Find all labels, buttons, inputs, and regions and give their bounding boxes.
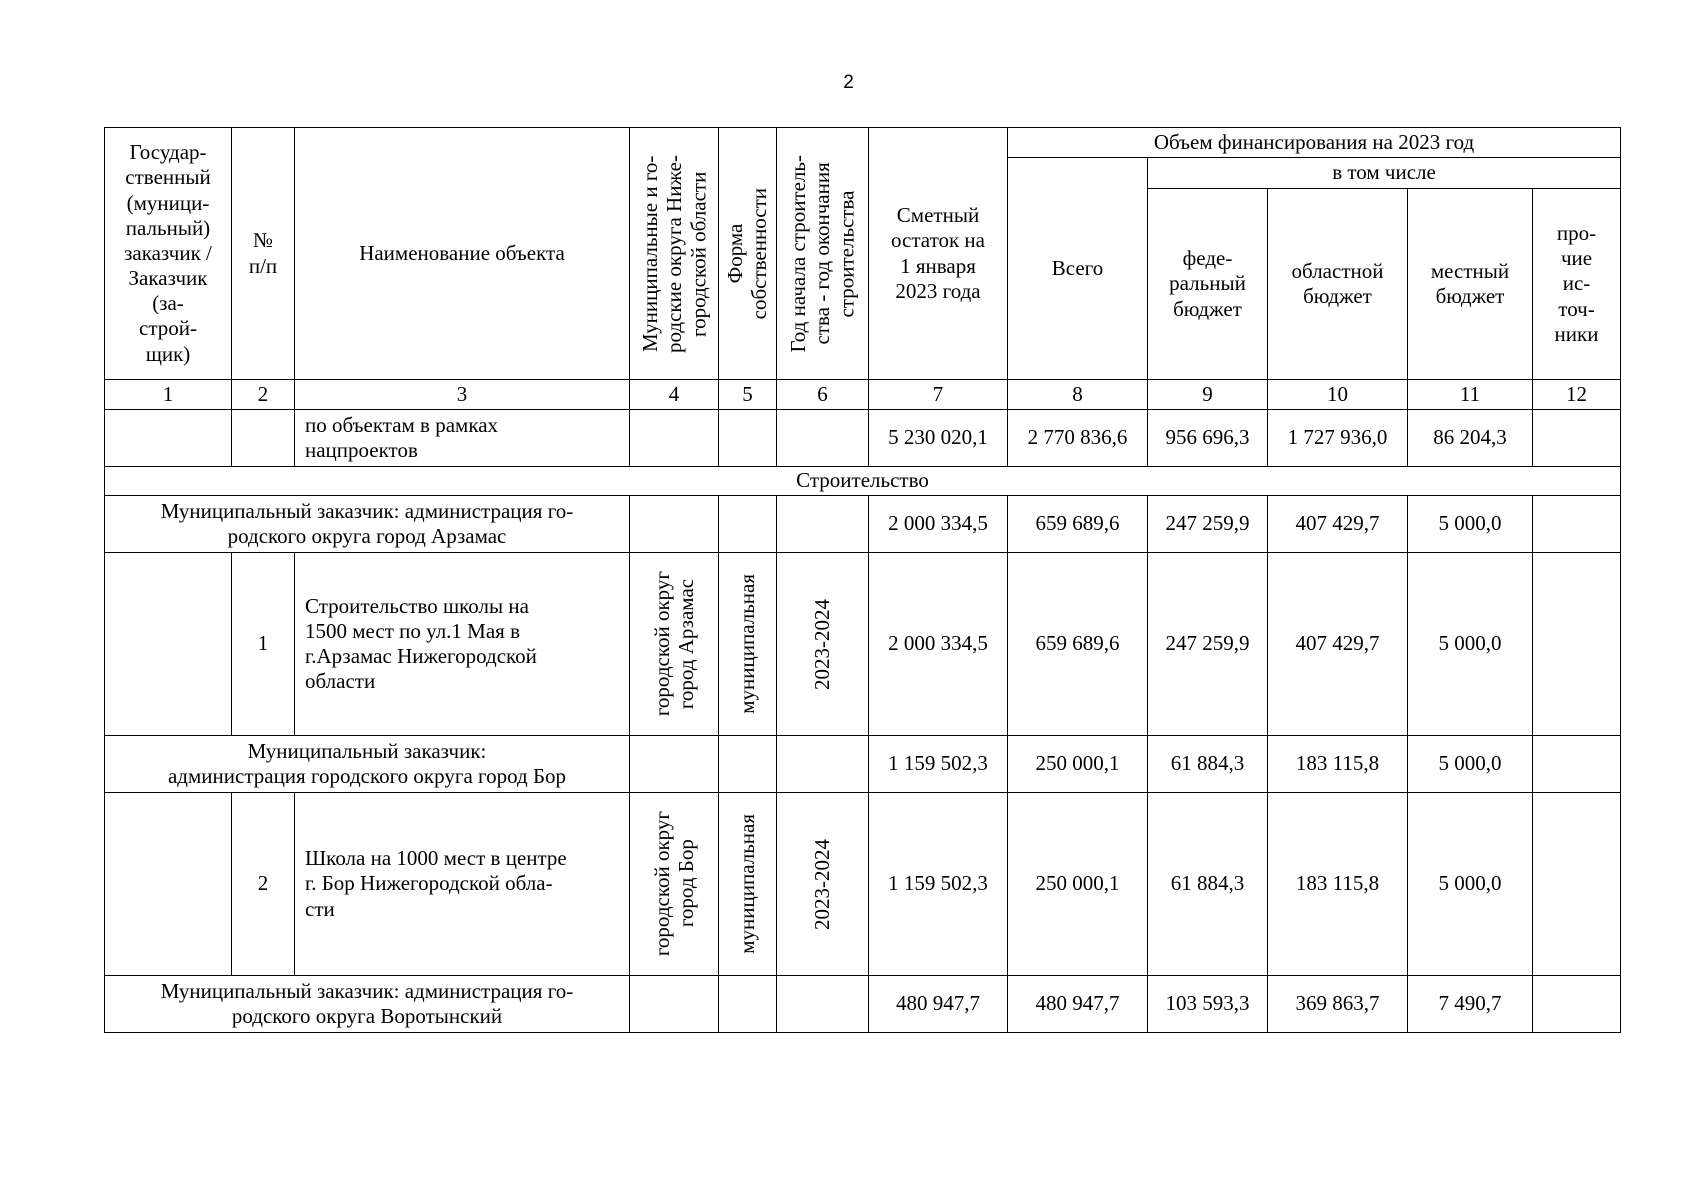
bor-object-other <box>1533 793 1621 976</box>
natproj-local: 86 204,3 <box>1408 410 1533 467</box>
header-including: в том числе <box>1148 158 1621 189</box>
bor-customer-local: 5 000,0 <box>1408 736 1533 793</box>
col-number: 8 <box>1008 380 1148 410</box>
vorotynsky-customer-label: Муниципальный заказчик: администрация го- родского округа Воротынский <box>105 976 630 1033</box>
bor-customer-federal: 61 884,3 <box>1148 736 1268 793</box>
natproj-federal: 956 696,3 <box>1148 410 1268 467</box>
empty-cell <box>105 410 232 467</box>
vorotynsky-customer-other <box>1533 976 1621 1033</box>
empty-cell <box>777 410 869 467</box>
arzamas-object-num: 1 <box>232 553 295 736</box>
arzamas-customer-local: 5 000,0 <box>1408 496 1533 553</box>
col-number: 3 <box>295 380 630 410</box>
header-other: про- чие ис- точ- ники <box>1533 189 1621 380</box>
arzamas-object-ownership-cell <box>719 553 777 736</box>
header-years-cell <box>777 128 869 380</box>
bor-object-municipality: городской округ город Бор <box>649 811 698 957</box>
header-municipality-cell <box>630 128 719 380</box>
col-number: 12 <box>1533 380 1621 410</box>
table-row-bor-customer <box>105 736 1621 793</box>
bor-object-total: 250 000,1 <box>1008 793 1148 976</box>
table-row-vorotynsky-customer <box>105 976 1621 1033</box>
bor-object-federal: 61 884,3 <box>1148 793 1268 976</box>
table-row-arzamas-customer <box>105 496 1621 553</box>
header-federal: феде- ральный бюджет <box>1148 189 1268 380</box>
arzamas-customer-regional: 407 429,7 <box>1268 496 1408 553</box>
header-regional: областной бюджет <box>1268 189 1408 380</box>
natproj-label: по объектам в рамках нацпроектов <box>295 410 630 467</box>
bor-customer-label: Муниципальный заказчик: администрация городского округа город Бор <box>105 736 630 793</box>
col-number: 7 <box>869 380 1008 410</box>
bor-object-num: 2 <box>232 793 295 976</box>
table-row-bor-object <box>105 793 1621 976</box>
natproj-estimate: 5 230 020,1 <box>869 410 1008 467</box>
header-ownership: Форма собственности <box>723 187 772 320</box>
col-number: 1 <box>105 380 232 410</box>
header-name: Наименование объекта <box>295 128 630 380</box>
arzamas-object-name: Строительство школы на 1500 мест по ул.1 Мая в г.Арзамас Нижегородской области <box>295 553 630 736</box>
financing-table <box>104 127 1621 1033</box>
arzamas-object-municipality: городской округ город Арзамас <box>649 571 698 717</box>
col-number: 4 <box>630 380 719 410</box>
table-row-natproj <box>105 410 1621 467</box>
natproj-total: 2 770 836,6 <box>1008 410 1148 467</box>
bor-object-municipality-cell <box>630 793 719 976</box>
arzamas-customer-federal: 247 259,9 <box>1148 496 1268 553</box>
bor-object-years-cell <box>777 793 869 976</box>
empty-cell <box>630 496 719 553</box>
arzamas-object-regional: 407 429,7 <box>1268 553 1408 736</box>
empty-cell <box>777 496 869 553</box>
empty-cell <box>719 496 777 553</box>
col-number: 6 <box>777 380 869 410</box>
arzamas-object-years-cell <box>777 553 869 736</box>
empty-cell <box>630 736 719 793</box>
vorotynsky-customer-regional: 369 863,7 <box>1268 976 1408 1033</box>
arzamas-object-total: 659 689,6 <box>1008 553 1148 736</box>
empty-cell <box>105 553 232 736</box>
bor-object-regional: 183 115,8 <box>1268 793 1408 976</box>
bor-object-years: 2023-2024 <box>810 838 835 930</box>
header-local: местный бюджет <box>1408 189 1533 380</box>
bor-customer-regional: 183 115,8 <box>1268 736 1408 793</box>
bor-customer-total: 250 000,1 <box>1008 736 1148 793</box>
empty-cell <box>630 410 719 467</box>
header-years: Год начала строитель- ства - год окончания строительства <box>786 154 859 353</box>
arzamas-customer-other <box>1533 496 1621 553</box>
header-num: № п/п <box>232 128 295 380</box>
empty-cell <box>719 976 777 1033</box>
natproj-regional: 1 727 936,0 <box>1268 410 1408 467</box>
table-row-arzamas-object <box>105 553 1621 736</box>
bor-object-ownership-cell <box>719 793 777 976</box>
vorotynsky-customer-total: 480 947,7 <box>1008 976 1148 1033</box>
header-ownership-cell <box>719 128 777 380</box>
arzamas-customer-total: 659 689,6 <box>1008 496 1148 553</box>
col-number: 9 <box>1148 380 1268 410</box>
empty-cell <box>719 736 777 793</box>
vorotynsky-customer-estimate: 480 947,7 <box>869 976 1008 1033</box>
arzamas-object-local: 5 000,0 <box>1408 553 1533 736</box>
bor-object-estimate: 1 159 502,3 <box>869 793 1008 976</box>
col-number: 11 <box>1408 380 1533 410</box>
header-total: Всего <box>1008 158 1148 380</box>
arzamas-object-ownership: муниципальная <box>735 574 760 714</box>
arzamas-object-other <box>1533 553 1621 736</box>
bor-customer-estimate: 1 159 502,3 <box>869 736 1008 793</box>
header-municipality: Муниципальные и го- родские округа Ниже- городской области <box>637 154 711 353</box>
bor-object-name: Школа на 1000 мест в центре г. Бор Нижегородской обла- сти <box>295 793 630 976</box>
empty-cell <box>232 410 295 467</box>
arzamas-object-years: 2023-2024 <box>810 598 835 690</box>
empty-cell <box>105 793 232 976</box>
arzamas-customer-estimate: 2 000 334,5 <box>869 496 1008 553</box>
col-number: 5 <box>719 380 777 410</box>
col-number: 10 <box>1268 380 1408 410</box>
empty-cell <box>630 976 719 1033</box>
natproj-other <box>1533 410 1621 467</box>
empty-cell <box>777 976 869 1033</box>
bor-object-local: 5 000,0 <box>1408 793 1533 976</box>
bor-customer-other <box>1533 736 1621 793</box>
empty-cell <box>719 410 777 467</box>
empty-cell <box>777 736 869 793</box>
bor-object-ownership: муниципальная <box>735 814 760 954</box>
arzamas-customer-label: Муниципальный заказчик: администрация го- родского округа город Арзамас <box>105 496 630 553</box>
arzamas-object-estimate: 2 000 334,5 <box>869 553 1008 736</box>
vorotynsky-customer-federal: 103 593,3 <box>1148 976 1268 1033</box>
page-number: 2 <box>843 72 854 93</box>
vorotynsky-customer-local: 7 490,7 <box>1408 976 1533 1033</box>
header-financing: Объем финансирования на 2023 год <box>1008 128 1621 158</box>
header-customer: Государ- ственный (муници- пальный) заказчик / Заказчик (за- строй- щик) <box>105 128 232 380</box>
arzamas-object-municipality-cell <box>630 553 719 736</box>
arzamas-object-federal: 247 259,9 <box>1148 553 1268 736</box>
section-title: Строительство <box>105 467 1621 496</box>
header-estimate: Сметный остаток на 1 января 2023 года <box>869 128 1008 380</box>
col-number: 2 <box>232 380 295 410</box>
